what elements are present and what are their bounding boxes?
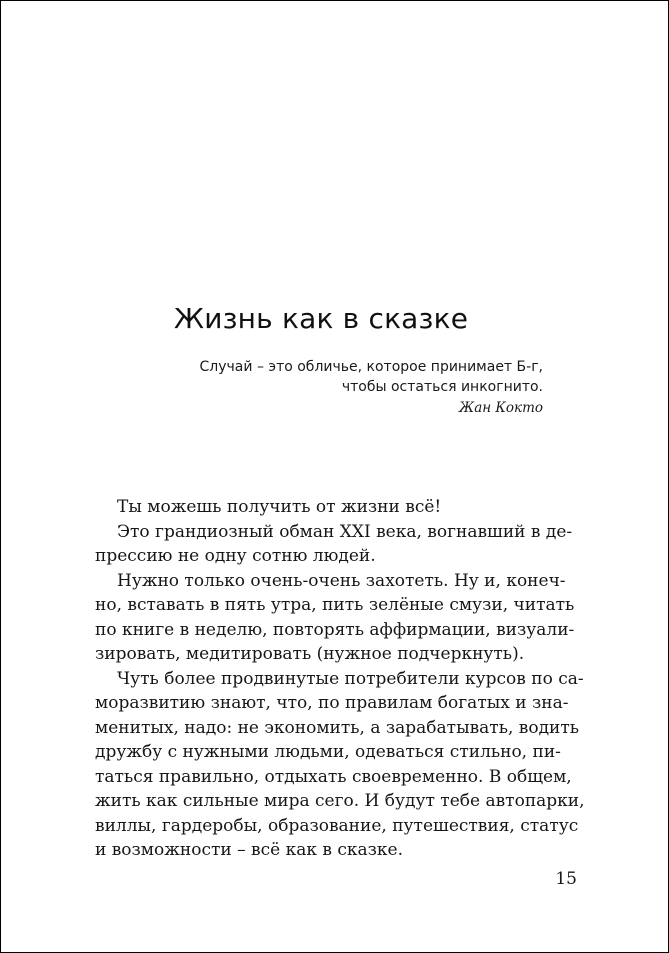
paragraph-line: дружбу с нужными людьми, одеваться стильно, пи- <box>95 742 561 762</box>
paragraph-line: таться правильно, отдыхать своевременно. В общем, <box>95 766 572 787</box>
paragraph-line: виллы, гардеробы, образование, путешествия, статус <box>95 815 579 836</box>
paragraph-line: моразвитию знают, что, по правилам богатых и зна- <box>95 693 569 713</box>
epigraph-author: Жан Кокто <box>459 400 543 416</box>
paragraph-line: и возможности – всё как в сказке. <box>95 840 404 860</box>
page-number: 15 <box>555 869 577 889</box>
epigraph-line: Случай – это обличье, которое принимает Б-г, <box>199 359 543 375</box>
paragraph-line: Ты можешь получить от жизни всё! <box>117 497 442 517</box>
paragraph-line: менитых, надо: не экономить, а зарабатывать, водить <box>95 717 580 738</box>
chapter-title: Жизнь как в сказке <box>173 302 469 335</box>
paragraph-line: Чуть более продвинутые потребители курсов по са- <box>117 668 584 689</box>
epigraph <box>151 357 543 418</box>
paragraph-line: зировать, медитировать (нужное подчеркнуть). <box>95 644 525 664</box>
paragraph-line: Нужно только очень-очень захотеть. Ну и, конеч- <box>117 570 566 591</box>
epigraph-line: чтобы остаться инкогнито. <box>341 379 543 395</box>
body-text <box>95 495 585 863</box>
paragraph-line: Это грандиозный обман XXI века, вогнавший в де- <box>117 521 573 542</box>
paragraph-line: прессию не одну сотню людей. <box>95 546 376 566</box>
paragraph-line: но, вставать в пять утра, пить зелёные смузи, читать <box>95 595 575 615</box>
paragraph-line: жить как сильные мира сего. И будут тебе автопарки, <box>95 791 585 811</box>
paragraph-line: по книге в неделю, повторять аффирмации, визуали- <box>95 619 575 640</box>
